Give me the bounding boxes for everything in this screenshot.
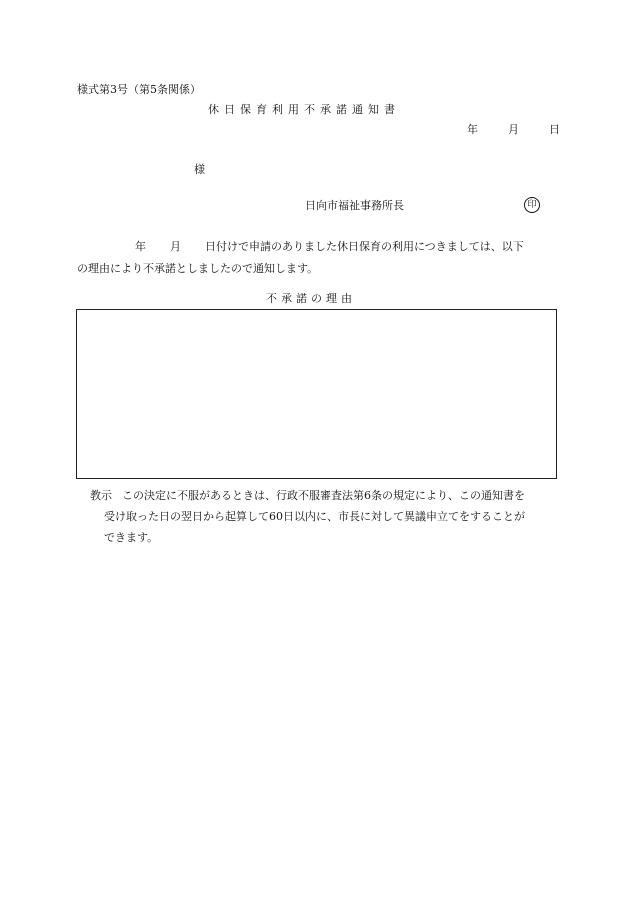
seal-mark: 印	[524, 197, 540, 213]
issuer-name: 日向市福祉事務所長	[305, 199, 404, 212]
document-title: 休日保育利用不承諾通知書	[208, 103, 400, 116]
appeal-notice	[90, 485, 560, 548]
date-day-label: 日	[549, 123, 560, 136]
date-month-label: 月	[508, 123, 519, 136]
form-number: 様式第3号（第5条関係）	[77, 83, 201, 96]
notice-body	[77, 236, 555, 280]
addressee-honorific: 様	[194, 163, 205, 176]
notice-line-3: できます。	[104, 531, 159, 544]
notice-line-1: この決定に不服があるときは、行政不服審査法第6条の規定により、この通知書を	[122, 489, 525, 502]
date-year-label: 年	[467, 123, 478, 136]
body-line-1: 日付けで申請のありました休日保育の利用につきましては、以下	[205, 240, 524, 253]
issue-date	[467, 124, 560, 135]
notice-line-2: 受け取った日の翌日から起算して60日以内に、市長に対して異議申立てをすることが	[104, 510, 525, 523]
reason-box	[76, 309, 557, 479]
reason-heading: 不承諾の理由	[266, 292, 356, 305]
body-year-label: 年	[135, 240, 146, 253]
body-month-label: 月	[170, 240, 181, 253]
notice-label: 教示	[90, 489, 112, 502]
body-line-2: の理由により不承諾としましたので通知します。	[77, 262, 319, 275]
